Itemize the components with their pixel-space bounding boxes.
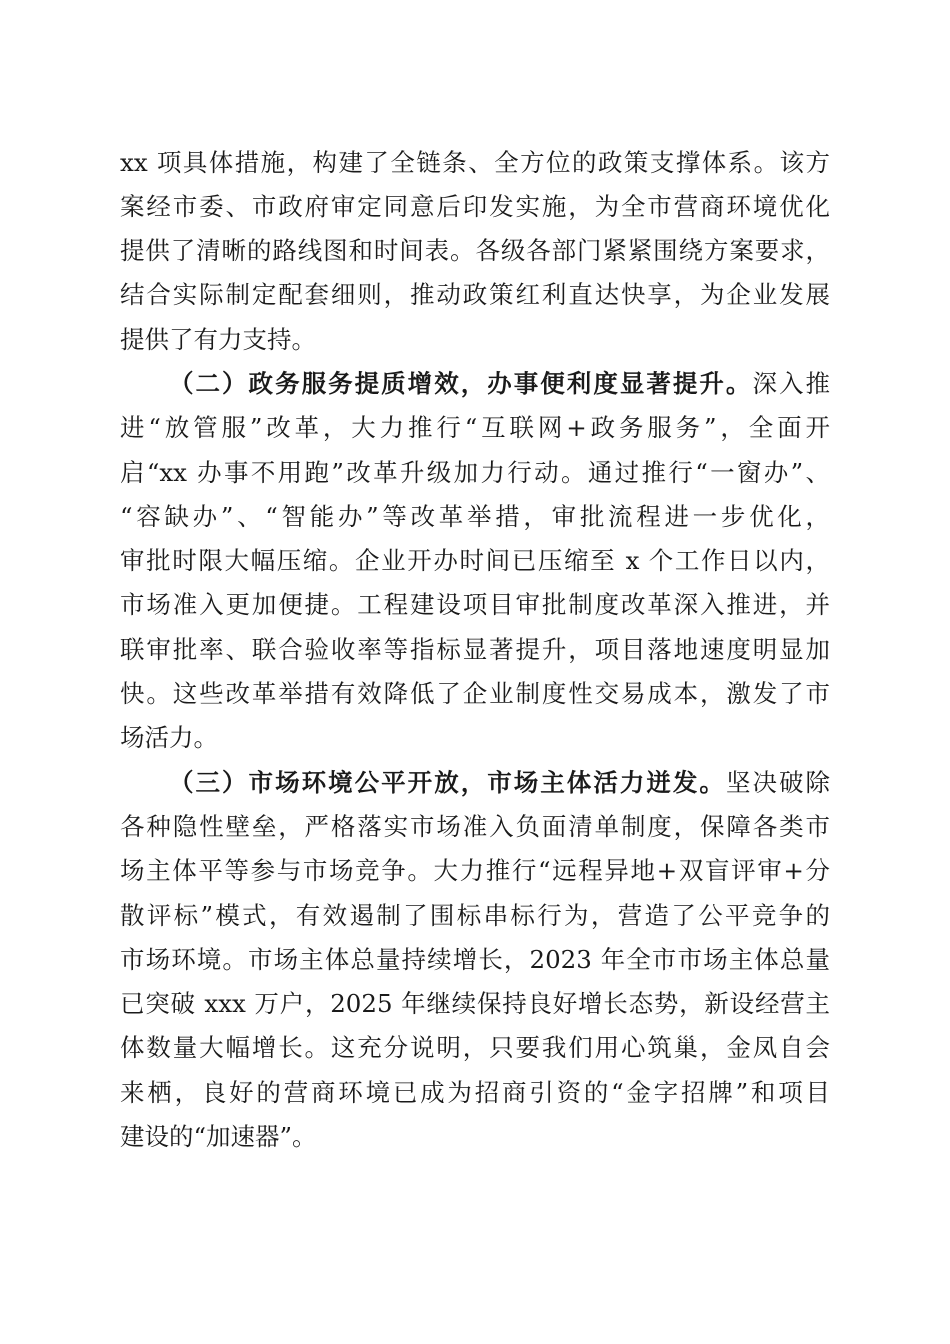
paragraph-2-line-4: “容缺办”、“智能办”等改革举措，审批流程进一步优化， [120, 502, 830, 531]
section-heading-2: （二）政务服务提质增效，办事便利度显著提升。 [169, 369, 753, 398]
paragraph-1-line-4: 结合实际制定配套细则，推动政策红利直达快享，为企业发展 [120, 280, 830, 309]
paragraph-2-line-9: 场活力。 [120, 723, 218, 752]
paragraph-3-line-1-text: 坚决破除 [725, 768, 830, 797]
paragraph-1-line-5: 提供了有力支持。 [120, 325, 316, 354]
paragraph-3-line-8: 来栖，良好的营商环境已成为招商引资的“金字招牌”和项目 [120, 1078, 830, 1107]
paragraph-2-line-6: 市场准入更加便捷。工程建设项目审批制度改革深入推进，并 [120, 590, 830, 619]
paragraph-2-line-2: 进“放管服”改革，大力推行“互联网+政务服务”，全面开 [120, 413, 830, 442]
paragraph-2-line-7: 联审批率、联合验收率等指标显著提升，项目落地速度明显加 [120, 635, 830, 664]
paragraph-3-line-9: 建设的“加速器”。 [120, 1122, 317, 1151]
paragraph-1-line-3: 提供了清晰的路线图和时间表。各级各部门紧紧围绕方案要求， [120, 236, 830, 265]
paragraph-3-line-7: 体数量大幅增长。这充分说明，只要我们用心筑巢，金凤自会 [120, 1033, 830, 1062]
paragraph-3-line-1 [169, 761, 830, 805]
section-heading-3: （三）市场环境公平开放，市场主体活力迸发。 [169, 768, 726, 797]
paragraph-2-line-1-text: 深入推 [752, 369, 831, 398]
paragraph-3-line-3: 场主体平等参与市场竞争。大力推行“远程异地+双盲评审+分 [120, 856, 830, 885]
paragraph-3-line-5: 市场环境。市场主体总量持续增长，2023 年全市市场主体总量 [120, 945, 830, 974]
paragraph-1-line-2: 案经市委、市政府审定同意后印发实施，为全市营商环境优化 [120, 192, 830, 221]
paragraph-2-line-3: 启“xx 办事不用跑”改革升级加力行动。通过推行“一窗办”、 [120, 458, 830, 487]
paragraph-3-line-4: 散评标”模式，有效遏制了围标串标行为，营造了公平竞争的 [120, 901, 830, 930]
paragraph-1-line-1: xx 项具体措施，构建了全链条、全方位的政策支撑体系。该方 [120, 148, 830, 177]
paragraph-3-line-6: 已突破 xxx 万户，2025 年继续保持良好增长态势，新设经营主 [120, 989, 830, 1018]
paragraph-3-line-2: 各种隐性壁垒，严格落实市场准入负面清单制度，保障各类市 [120, 812, 830, 841]
paragraph-2-line-5: 审批时限大幅压缩。企业开办时间已压缩至 x 个工作日以内， [120, 546, 830, 575]
paragraph-2-line-8: 快。这些改革举措有效降低了企业制度性交易成本，激发了市 [120, 679, 830, 708]
paragraph-2-line-1 [169, 362, 830, 406]
